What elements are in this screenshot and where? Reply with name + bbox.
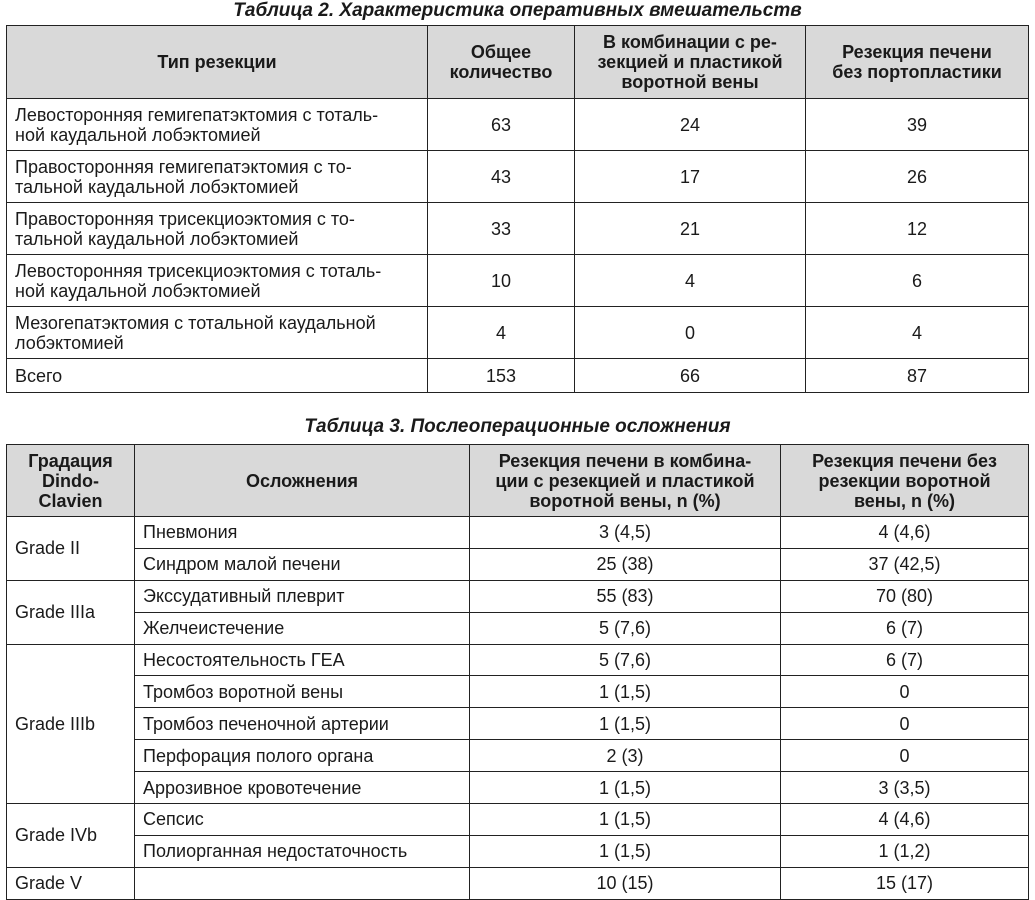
- combined-cell: 4: [575, 255, 806, 307]
- no-portoplasty-cell: 87: [806, 359, 1029, 393]
- complication-cell: Экссудативный плеврит: [135, 580, 470, 612]
- header-line: количество: [449, 62, 553, 82]
- combined-cell: 0: [575, 307, 806, 359]
- table-row: [7, 740, 1029, 772]
- no-portal-cell: 6 (7): [781, 644, 1029, 676]
- header-line: Общее: [470, 42, 532, 62]
- header-line: В комбинации с ре-: [603, 32, 777, 52]
- header-line: Clavien: [38, 490, 103, 511]
- table-header-row: [7, 26, 1029, 99]
- header-complication: Осложнения: [135, 445, 470, 517]
- complication-cell: Тромбоз воротной вены: [135, 676, 470, 708]
- complications-table: [6, 444, 1029, 900]
- table-row: [7, 580, 1029, 612]
- no-portal-cell: 4 (4,6): [781, 517, 1029, 549]
- combined-cell: 66: [575, 359, 806, 393]
- header-grade: [7, 445, 135, 517]
- header-line: Резекция печени: [842, 42, 992, 62]
- resection-type-cell: [7, 151, 428, 203]
- combined-cell: 25 (38): [470, 548, 781, 580]
- no-portal-cell: 3 (3,5): [781, 772, 1029, 804]
- grade-cell: Grade IVb: [7, 804, 135, 868]
- table-row: [7, 151, 1029, 203]
- no-portal-cell: 37 (42,5): [781, 548, 1029, 580]
- combined-cell: 1 (1,5): [470, 708, 781, 740]
- combined-cell: 55 (83): [470, 580, 781, 612]
- combined-cell: 5 (7,6): [470, 612, 781, 644]
- combined-cell: 17: [575, 151, 806, 203]
- no-portal-cell: 15 (17): [781, 867, 1029, 899]
- text-line: лобэктомией: [15, 332, 124, 353]
- text-line: Правосторонняя гемигепатэктомия с то-: [15, 156, 352, 177]
- total-cell: 4: [428, 307, 575, 359]
- header-line: воротной вены: [621, 72, 759, 92]
- complication-cell: Тромбоз печеночной артерии: [135, 708, 470, 740]
- no-portoplasty-cell: 4: [806, 307, 1029, 359]
- resection-type-cell: [7, 203, 428, 255]
- text-line: ной каудальной лобэктомией: [15, 280, 261, 301]
- total-cell: 10: [428, 255, 575, 307]
- text-line: Правосторонняя трисекциоэктомия с то-: [15, 208, 355, 229]
- table-row: [7, 835, 1029, 867]
- combined-cell: 1 (1,5): [470, 676, 781, 708]
- combined-cell: 1 (1,5): [470, 835, 781, 867]
- complication-cell: [135, 867, 470, 899]
- text-line: Левосторонняя гемигепатэктомия с тоталь-: [15, 104, 379, 125]
- resection-type-cell: Всего: [7, 359, 428, 393]
- header-no-portal: [781, 445, 1029, 517]
- complication-cell: Несостоятельность ГЕА: [135, 644, 470, 676]
- total-row: [7, 359, 1029, 393]
- operations-table: [6, 25, 1029, 393]
- combined-cell: 21: [575, 203, 806, 255]
- text-line: тальной каудальной лобэктомией: [15, 228, 299, 249]
- table-row: [7, 517, 1029, 549]
- no-portal-cell: 70 (80): [781, 580, 1029, 612]
- table-row: [7, 612, 1029, 644]
- header-line: без портопластики: [832, 62, 1002, 82]
- header-combined: [575, 26, 806, 99]
- table2-caption: Таблица 2. Характеристика оперативных вмешательств: [233, 0, 802, 21]
- header-line: вены, n (%): [853, 490, 956, 511]
- combined-cell: 10 (15): [470, 867, 781, 899]
- header-line: Резекция печени без: [812, 450, 997, 471]
- combined-cell: 3 (4,5): [470, 517, 781, 549]
- grade-cell: Grade II: [7, 517, 135, 581]
- no-portal-cell: 0: [781, 740, 1029, 772]
- table-row: [7, 203, 1029, 255]
- table-row: [7, 548, 1029, 580]
- header-line: резекции воротной: [818, 470, 991, 491]
- text-line: ной каудальной лобэктомией: [15, 124, 261, 145]
- no-portal-cell: 1 (1,2): [781, 835, 1029, 867]
- total-cell: 153: [428, 359, 575, 393]
- table-header-row: [7, 445, 1029, 517]
- grade-cell: Grade IIIa: [7, 580, 135, 644]
- no-portal-cell: 0: [781, 708, 1029, 740]
- table3-caption: Таблица 3. Послеоперационные осложнения: [304, 416, 731, 437]
- text-line: тальной каудальной лобэктомией: [15, 176, 299, 197]
- complication-cell: Желчеистечение: [135, 612, 470, 644]
- header-line: ции с резекцией и пластикой: [495, 470, 755, 491]
- header-line: Градация: [28, 450, 113, 471]
- complication-cell: Аррозивное кровотечение: [135, 772, 470, 804]
- no-portal-cell: 4 (4,6): [781, 804, 1029, 836]
- no-portal-cell: 6 (7): [781, 612, 1029, 644]
- table-row: [7, 772, 1029, 804]
- header-resection-type: Тип резекции: [7, 26, 428, 99]
- complication-cell: Пневмония: [135, 517, 470, 549]
- resection-type-cell: [7, 255, 428, 307]
- table-row: [7, 644, 1029, 676]
- header-line: воротной вены, n (%): [529, 490, 721, 511]
- resection-type-cell: [7, 307, 428, 359]
- no-portoplasty-cell: 6: [806, 255, 1029, 307]
- header-line: зекцией и пластикой: [597, 52, 783, 72]
- table-row: [7, 867, 1029, 899]
- table-row: [7, 255, 1029, 307]
- combined-cell: 5 (7,6): [470, 644, 781, 676]
- combined-cell: 1 (1,5): [470, 804, 781, 836]
- text-line: Мезогепатэктомия с тотальной каудальной: [15, 312, 376, 333]
- table-row: [7, 804, 1029, 836]
- total-cell: 33: [428, 203, 575, 255]
- complication-cell: Сепсис: [135, 804, 470, 836]
- header-line: Резекция печени в комбина-: [498, 450, 752, 471]
- header-total: [428, 26, 575, 99]
- no-portoplasty-cell: 26: [806, 151, 1029, 203]
- grade-cell: Grade V: [7, 867, 135, 899]
- table-row: [7, 307, 1029, 359]
- total-cell: 43: [428, 151, 575, 203]
- combined-cell: 1 (1,5): [470, 772, 781, 804]
- complication-cell: Синдром малой печени: [135, 548, 470, 580]
- header-line: Dindo-: [42, 470, 99, 491]
- header-no-portoplasty: [806, 26, 1029, 99]
- no-portoplasty-cell: 12: [806, 203, 1029, 255]
- table-row: [7, 99, 1029, 151]
- table-row: [7, 708, 1029, 740]
- no-portal-cell: 0: [781, 676, 1029, 708]
- total-cell: 63: [428, 99, 575, 151]
- combined-cell: 24: [575, 99, 806, 151]
- grade-cell: Grade IIIb: [7, 644, 135, 803]
- text-line: Левосторонняя трисекциоэктомия с тоталь-: [15, 260, 382, 281]
- complication-cell: Перфорация полого органа: [135, 740, 470, 772]
- table-row: [7, 676, 1029, 708]
- combined-cell: 2 (3): [470, 740, 781, 772]
- resection-type-cell: [7, 99, 428, 151]
- no-portoplasty-cell: 39: [806, 99, 1029, 151]
- complication-cell: Полиорганная недостаточность: [135, 835, 470, 867]
- header-combined: [470, 445, 781, 517]
